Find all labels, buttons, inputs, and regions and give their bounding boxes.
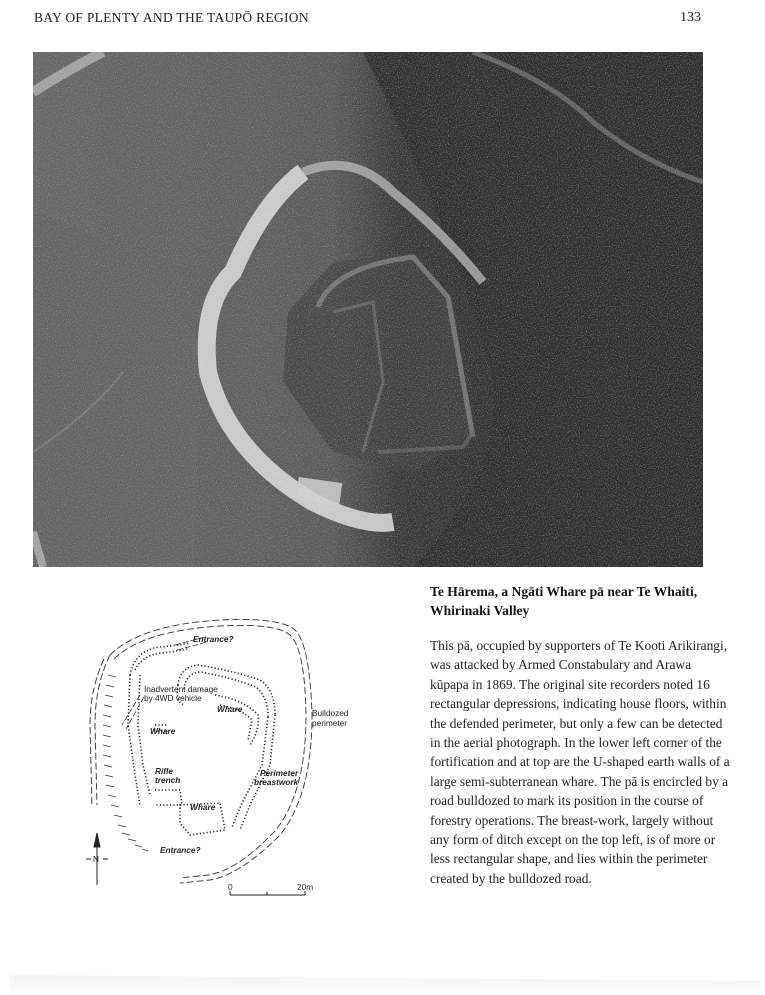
label-whare-top: Whare: [217, 704, 243, 714]
label-perimeter-line2: breastwork: [254, 777, 299, 787]
page-edge-shadow: [10, 975, 760, 995]
scale-start-label: 0: [228, 882, 233, 892]
label-bulldozed-line1: Bulldozed: [312, 708, 349, 718]
label-entrance-top: Entrance?: [193, 634, 234, 644]
site-plan-diagram: [80, 605, 360, 910]
label-damage-line2: by 4WD vehicle: [144, 693, 202, 703]
label-perimeter-line1: Perimeter: [260, 768, 299, 778]
aerial-photograph: [33, 52, 703, 567]
page-number: 133: [680, 10, 701, 25]
label-rifle-line2: trench: [155, 775, 181, 785]
running-head: BAY OF PLENTY AND THE TAUPŌ REGION: [34, 10, 309, 25]
label-whare-bottom: Whare: [190, 802, 216, 812]
label-bulldozed-line2: perimeter: [312, 718, 348, 728]
caption-body: This pā, occupied by supporters of Te Kooti Arikirangi, was attacked by Armed Constabulary and Arawa kūpapa in 1869. The original site recorders noted 16 rectangular depressions, indicating house floors, within the defended perimeter, but only a few can be detected in the aerial photograph. In the lower left corner of the fortification and at top are the U-shaped earth walls of a large semi-subterranean whare. The pā is encircled by a road bulldozed to mark its position in the course of forestry operations. The breast-work, largely without any form of ditch except on the top left, is of more or less rectangular shape, and lies within the perimeter created by the bulldozed road.: [430, 638, 730, 886]
caption-title: Te Hārema, a Ngāti Whare pā near Te Whaiti, Whirinaki Valley: [430, 584, 698, 618]
label-entrance-bottom: Entrance?: [160, 845, 201, 855]
label-rifle-line1: Rifle: [155, 766, 173, 776]
scale-end-label: 20m: [297, 882, 314, 892]
label-whare-left: Whare: [150, 726, 176, 736]
north-label: N: [93, 854, 99, 864]
label-damage-line1: Inadvertent damage: [144, 684, 218, 694]
